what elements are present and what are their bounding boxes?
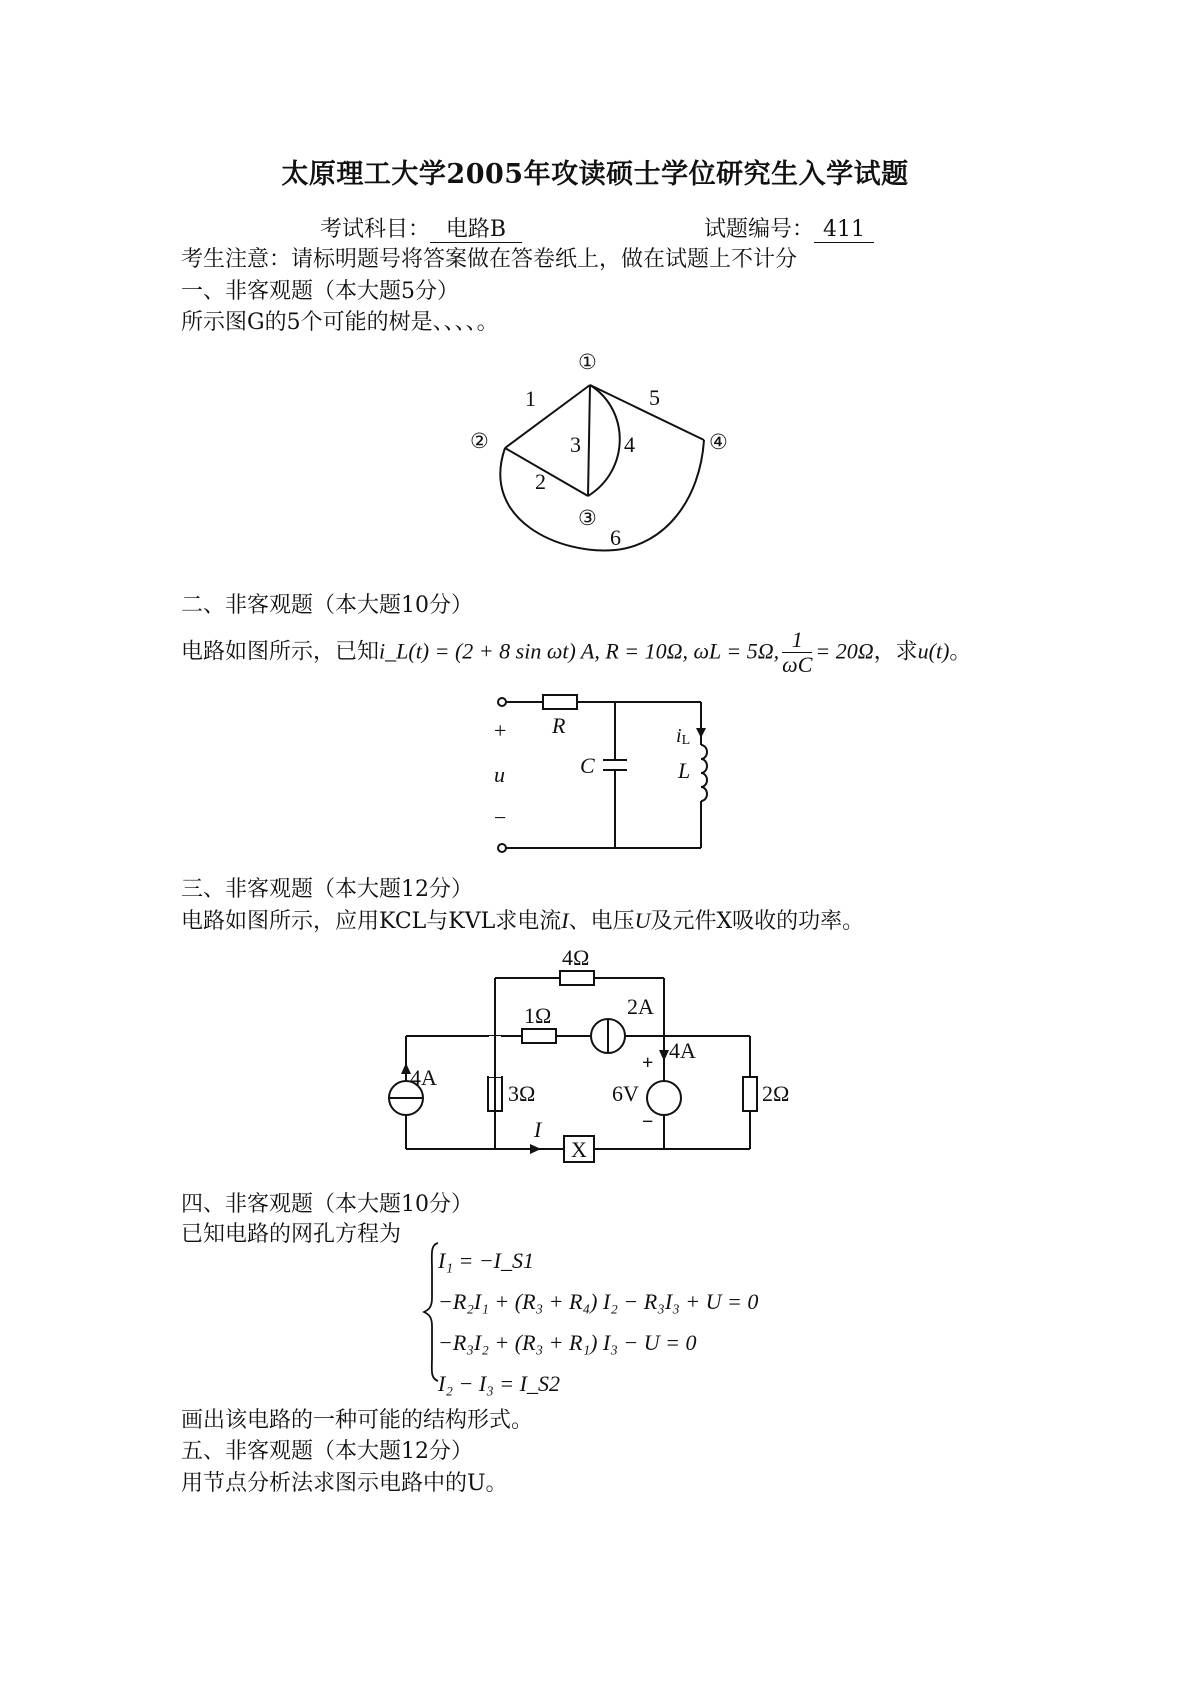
q2-frac-den: ωC [782, 652, 813, 677]
q1-header: 一、非客观题（本大题5分） [181, 279, 459, 304]
label-6v-minus: − [642, 1111, 654, 1133]
branch-1-label: 1 [525, 386, 536, 411]
label-i: I [534, 1117, 542, 1142]
rlc-r-label: R [552, 713, 566, 738]
q3-text-2: 、电压 [568, 909, 635, 934]
rlc-minus: − [494, 805, 507, 830]
q2-text-prefix: 电路如图所示，已知 [181, 639, 380, 665]
rlc-plus: + [494, 718, 507, 743]
equation-2: −R₂I₁ + (R₃ + R₄) I₂ − R₃I₃ + U = 0 [438, 1289, 759, 1314]
q2-text-end: 。 [949, 639, 972, 665]
label-4ohm: 4Ω [562, 945, 590, 970]
q3-text-3: 及元件X吸收的功率。 [650, 909, 865, 934]
subject-label: 考试科目： [320, 217, 431, 242]
q3-header: 三、非客观题（本大题12分） [181, 877, 473, 902]
code-label: 试题编号： [704, 217, 815, 242]
q5-text: 用节点分析法求图示电路中的U。 [181, 1471, 508, 1496]
branch-2-label: 2 [535, 469, 546, 494]
branch-4-label: 4 [624, 432, 635, 457]
q4-after: 画出该电路的一种可能的结构形式。 [181, 1408, 534, 1433]
node-1-label: ① [578, 350, 597, 374]
rlc-u: u [494, 762, 505, 787]
label-2ohm: 2Ω [762, 1081, 790, 1106]
label-4a-left: 4A [410, 1065, 437, 1090]
q2-text-mid: ，求 [873, 639, 918, 665]
node-3-label: ③ [578, 506, 597, 530]
label-2a: 2A [627, 994, 654, 1019]
node-4-label: ④ [709, 430, 728, 454]
q2-frac-num: 1 [782, 628, 812, 653]
branch-5-label: 5 [649, 385, 660, 410]
q4-text: 已知电路的网孔方程为 [181, 1222, 402, 1247]
page-title: 太原理工大学2005年攻读硕士学位研究生入学试题 [281, 159, 909, 190]
equation-4: I₂ − I₃ = I_S2 [438, 1371, 560, 1396]
branch-6-label: 6 [610, 525, 621, 550]
notice: 考生注意：请标明题号将答案做在答卷纸上，做在试题上不计分 [181, 247, 798, 272]
q3-var-u: U [634, 908, 651, 933]
q5-header: 五、非客观题（本大题12分） [181, 1439, 473, 1464]
label-6v-plus: + [642, 1052, 654, 1074]
q3-var-i: I [561, 908, 569, 933]
label-3ohm: 3Ω [508, 1081, 536, 1106]
label-x: X [571, 1137, 587, 1162]
q4-header: 四、非客观题（本大题10分） [181, 1192, 473, 1217]
q2-formula-end: u(t) [917, 638, 950, 664]
q2-formula-left: i_L(t) = (2 + 8 sin ωt) A, R = 10Ω, ωL = 5Ω, [379, 638, 780, 664]
q2-header: 二、非客观题（本大题10分） [181, 593, 473, 618]
rlc-c-label: C [580, 753, 595, 778]
rlc-il-main: i [676, 725, 682, 747]
node-2-label: ② [470, 429, 489, 453]
rlc-l-label: L [678, 758, 691, 783]
label-1ohm: 1Ω [524, 1003, 552, 1028]
label-4a-branch: 4A [669, 1038, 696, 1063]
label-6v: 6V [612, 1081, 639, 1106]
equation-3: −R₃I₂ + (R₃ + R₁) I₃ − U = 0 [438, 1330, 697, 1355]
q3-text-1: 电路如图所示，应用KCL与KVL求电流 [181, 909, 562, 934]
q2-formula-right: = 20Ω [815, 638, 874, 664]
equation-1: I₁ = −I_S1 [438, 1248, 534, 1273]
rlc-il-sub: L [681, 733, 691, 748]
code-value: 411 [814, 218, 874, 243]
branch-3-label: 3 [570, 432, 581, 457]
subject-value: 电路B [430, 218, 522, 243]
mesh-equations [438, 1240, 758, 1404]
q1-text: 所示图G的5个可能的树是、、、、。 [181, 310, 499, 335]
